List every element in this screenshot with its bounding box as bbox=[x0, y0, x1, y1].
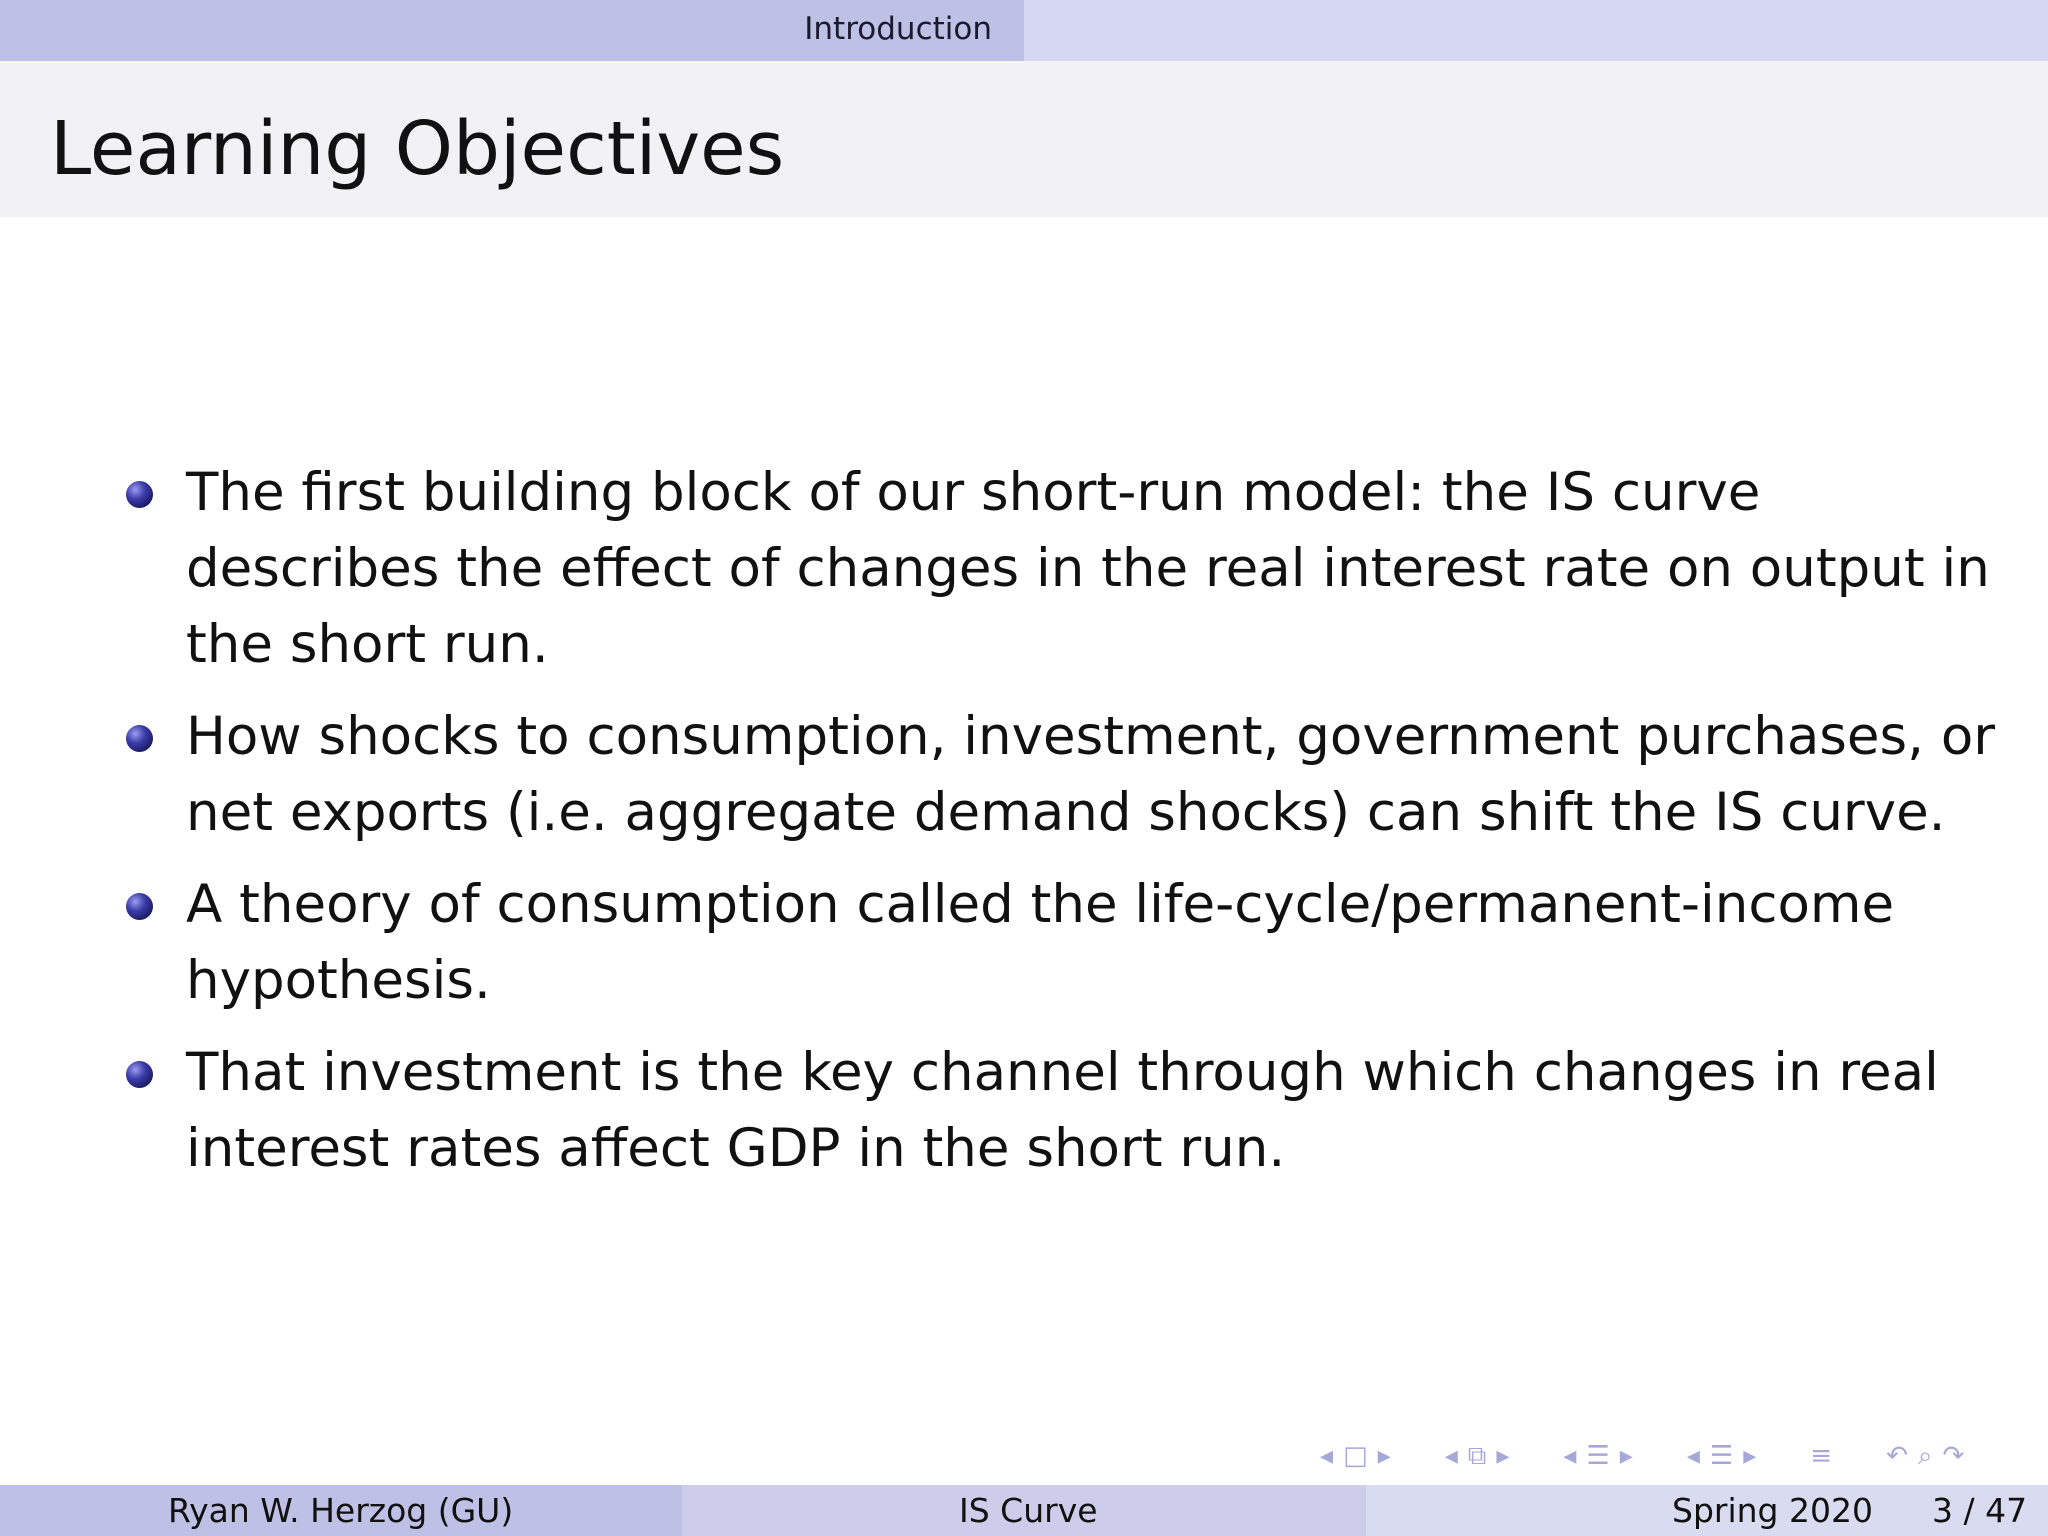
list-item-text: How shocks to consumption, investment, government purchases, or net exports (i.e. aggregate demand shocks) can shift the IS curve. bbox=[186, 706, 1996, 843]
nav-prev-section-icon[interactable]: ◂ bbox=[1563, 1441, 1577, 1471]
section-label[interactable]: Introduction bbox=[804, 11, 992, 47]
navigation-symbols bbox=[1320, 1436, 2028, 1476]
nav-next-section-icon[interactable]: ▸ bbox=[1619, 1441, 1633, 1471]
footer-author: Ryan W. Herzog (GU) bbox=[168, 1491, 514, 1530]
bullet-icon bbox=[126, 481, 153, 508]
list-item bbox=[0, 1035, 2048, 1187]
forward-icon[interactable]: ↷ bbox=[1942, 1441, 1965, 1471]
section-nav-introduction[interactable] bbox=[0, 0, 1024, 61]
bullet-icon bbox=[126, 893, 153, 920]
nav-next-document-icon[interactable]: ▸ bbox=[1743, 1441, 1757, 1471]
bullet-icon bbox=[126, 1061, 153, 1088]
footer-talk-title: IS Curve bbox=[959, 1491, 1098, 1530]
footer-page-number: 3 / 47 bbox=[1932, 1491, 2028, 1530]
nav-next-frame-icon[interactable]: ▸ bbox=[1377, 1441, 1391, 1471]
nav-align-icon[interactable]: ≡ bbox=[1810, 1441, 1833, 1471]
nav-next-subsection-icon[interactable]: ▸ bbox=[1496, 1441, 1510, 1471]
list-item bbox=[0, 455, 2048, 683]
nav-prev-subsection-icon[interactable]: ◂ bbox=[1444, 1441, 1458, 1471]
objectives-list bbox=[0, 455, 2048, 1187]
nav-document-icon[interactable]: ☰ bbox=[1709, 1441, 1734, 1471]
slide-content bbox=[0, 455, 2048, 1203]
footer-author-box bbox=[0, 1485, 682, 1536]
footer-date: Spring 2020 bbox=[1672, 1491, 1873, 1530]
frame-title: Learning Objectives bbox=[50, 106, 785, 192]
nav-prev-frame-icon[interactable]: ◂ bbox=[1320, 1441, 1334, 1471]
search-icon[interactable]: ⌕ bbox=[1917, 1440, 1933, 1471]
frame-title-bar bbox=[0, 61, 2048, 217]
footer-bar bbox=[0, 1485, 2048, 1536]
nav-prev-document-icon[interactable]: ◂ bbox=[1686, 1441, 1700, 1471]
list-item-text: The first building block of our short-run model: the IS curve describes the effect of changes in the real interest rate on output in the short run. bbox=[186, 462, 1990, 675]
nav-section-icon[interactable]: ☰ bbox=[1586, 1441, 1610, 1471]
list-item bbox=[0, 699, 2048, 851]
footer-title-box bbox=[682, 1485, 1366, 1536]
back-icon[interactable]: ↶ bbox=[1886, 1441, 1908, 1471]
nav-frame-icon[interactable]: □ bbox=[1343, 1441, 1368, 1471]
list-item bbox=[0, 867, 2048, 1019]
footer-date-box bbox=[1366, 1485, 2048, 1536]
bullet-icon bbox=[126, 725, 153, 752]
list-item-text: That investment is the key channel through which changes in real interest rates affect GDP in the short run. bbox=[186, 1042, 1939, 1179]
nav-subsection-icon[interactable]: ⧉ bbox=[1467, 1440, 1487, 1471]
list-item-text: A theory of consumption called the life-cycle/permanent-income hypothesis. bbox=[186, 874, 1895, 1011]
header-bar bbox=[0, 0, 2048, 61]
